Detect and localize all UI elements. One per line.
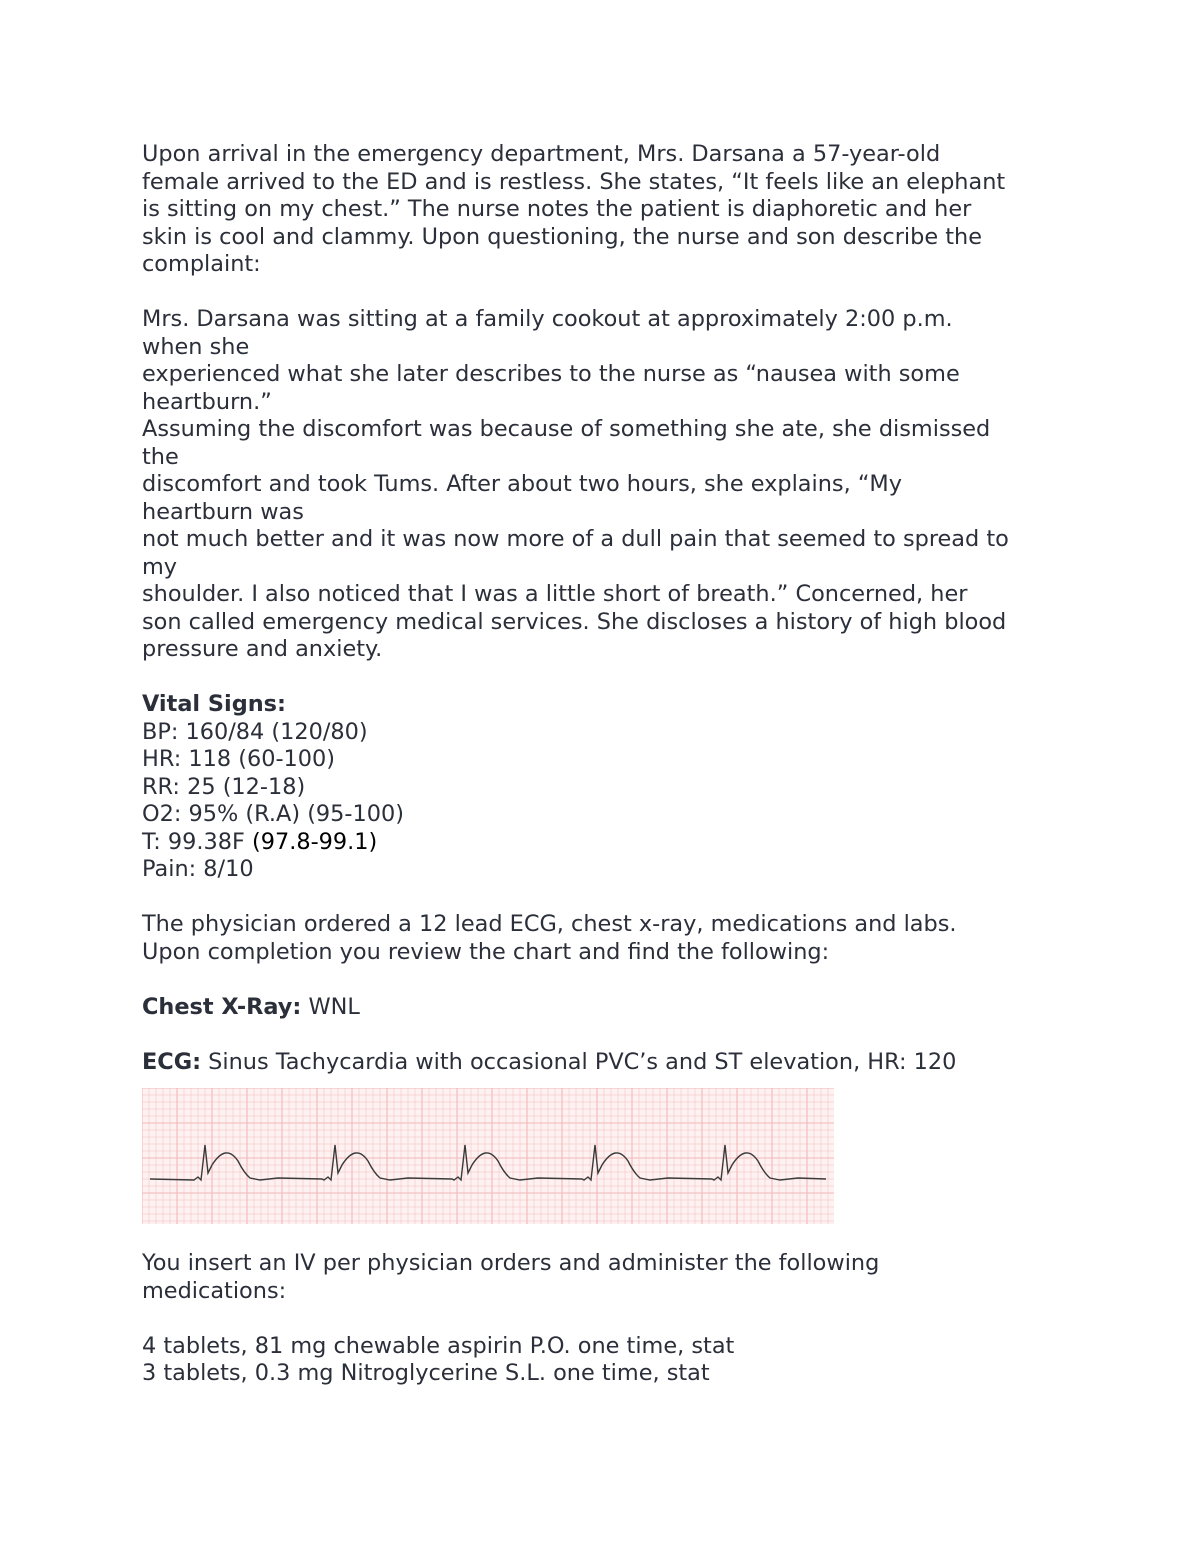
orders-line: The physician ordered a 12 lead ECG, chest x-ray, medications and labs.	[142, 911, 957, 937]
medication-item: 4 tablets, 81 mg chewable aspirin P.O. one time, stat	[142, 1332, 735, 1359]
medication-list	[142, 1333, 1072, 1388]
complaint-line: pressure and anxiety.	[142, 636, 383, 662]
vital-rr: RR: 25 (12-18)	[142, 773, 306, 800]
vital-temp-value: T: 99.38F	[142, 828, 252, 855]
intro-line: Upon arrival in the emergency department, Mrs. Darsana a 57-year-old	[142, 141, 941, 167]
vital-pain: Pain: 8/10	[142, 856, 254, 882]
ecg-value: Sinus Tachycardia with occasional PVC’s and ST elevation, HR: 120	[201, 1048, 957, 1075]
medication-item: 3 tablets, 0.3 mg Nitroglycerine S.L. one time, stat	[142, 1360, 710, 1386]
complaint-line: experienced what she later describes to the nurse as “nausea with some	[142, 361, 960, 387]
intro-line: complaint:	[142, 251, 261, 277]
vital-bp: BP: 160/84 (120/80)	[142, 718, 368, 745]
iv-line: medications:	[142, 1277, 287, 1304]
orders-line: Upon completion you review the chart and find the following:	[142, 938, 830, 965]
chest-xray-result	[142, 994, 1072, 1022]
complaint-line: my	[142, 553, 178, 580]
ecg-label: ECG:	[142, 1048, 202, 1075]
complaint-line: the	[142, 443, 179, 470]
complaint-line: shoulder. I also noticed that I was a little short of breath.” Concerned, her	[142, 581, 968, 607]
complaint-line: Assuming the discomfort was because of something she ate, she dismissed	[142, 416, 991, 442]
intro-paragraph	[142, 141, 1072, 279]
complaint-line: heartburn was	[142, 498, 304, 525]
vital-temp-range: (97.8-99.1)	[251, 828, 378, 855]
complaint-paragraph	[142, 306, 1072, 664]
complaint-line: son called emergency medical services. She discloses a history of high blood	[142, 608, 1007, 635]
vital-o2: O2: 95% (R.A) (95-100)	[142, 801, 404, 827]
ecg-strip	[142, 1088, 834, 1224]
orders-paragraph	[142, 911, 1072, 966]
iv-paragraph	[142, 1250, 1072, 1305]
intro-line: female arrived to the ED and is restless. She states, “It feels like an elephant	[142, 168, 1006, 195]
chest-xray-label: Chest X-Ray:	[142, 993, 302, 1020]
vital-temp	[142, 829, 1072, 857]
complaint-line: discomfort and took Tums. After about two hours, she explains, “My	[142, 471, 903, 497]
ecg-strip-image	[142, 1088, 834, 1224]
iv-line: You insert an IV per physician orders and administer the following	[142, 1250, 880, 1276]
complaint-line: Mrs. Darsana was sitting at a family cookout at approximately 2:00 p.m.	[142, 306, 953, 332]
document-page	[142, 141, 1072, 1388]
complaint-line: not much better and it was now more of a dull pain that seemed to spread to	[142, 526, 1009, 552]
vital-hr: HR: 118 (60-100)	[142, 746, 335, 772]
vital-signs-section	[142, 691, 1072, 884]
chest-xray-value: WNL	[301, 993, 360, 1020]
intro-line: is sitting on my chest.” The nurse notes the patient is diaphoretic and her	[142, 196, 972, 222]
complaint-line: heartburn.”	[142, 388, 272, 415]
intro-line: skin is cool and clammy. Upon questioning, the nurse and son describe the	[142, 223, 982, 250]
ecg-result	[142, 1049, 1072, 1077]
complaint-line: when she	[142, 333, 250, 360]
vital-signs-heading: Vital Signs:	[142, 691, 286, 717]
